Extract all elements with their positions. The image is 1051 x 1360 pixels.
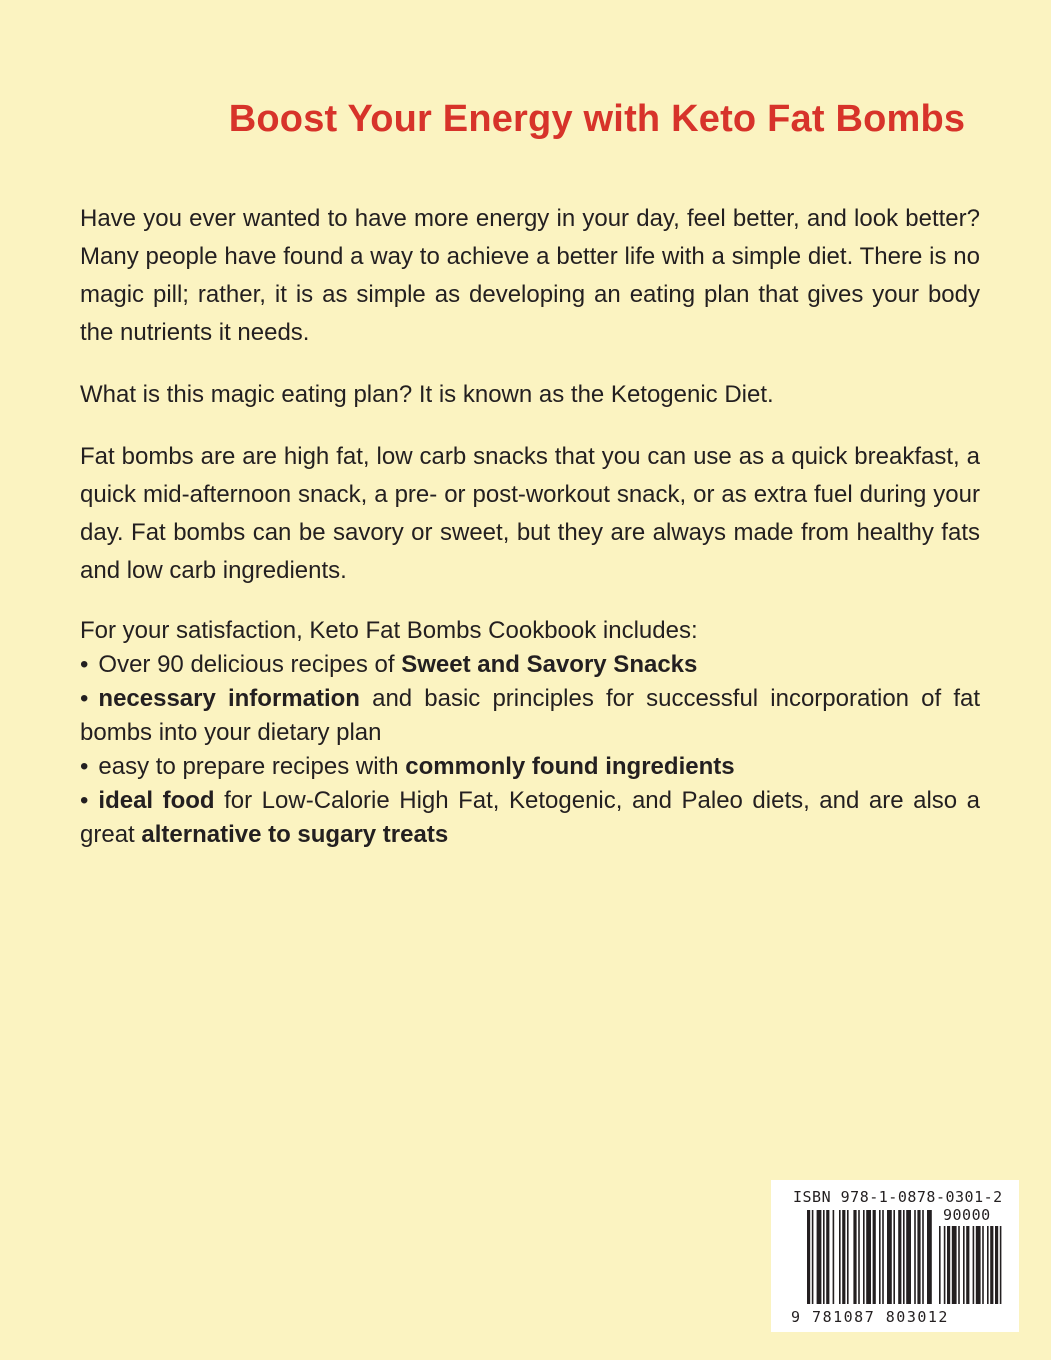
isbn-barcode xyxy=(771,1180,1019,1332)
list-item xyxy=(80,682,980,750)
barcode-bar xyxy=(866,1210,871,1304)
barcode-addon-bar xyxy=(987,1226,989,1304)
list-item xyxy=(80,784,980,852)
barcode-bar xyxy=(842,1210,845,1304)
barcode-bar xyxy=(879,1210,881,1304)
barcode-addon-bar xyxy=(963,1226,965,1304)
barcode-bar xyxy=(858,1210,860,1304)
price-code: 90000 xyxy=(943,1206,991,1224)
barcode-addon-bar xyxy=(1000,1226,1002,1304)
barcode-bar xyxy=(922,1210,924,1304)
barcode-addon-bar xyxy=(990,1226,993,1304)
feature-list xyxy=(80,648,980,852)
barcode-bar xyxy=(853,1210,856,1304)
barcode-bar xyxy=(873,1210,876,1304)
barcode-bar xyxy=(839,1210,841,1304)
barcode-addon-bar xyxy=(939,1226,941,1304)
barcode-bar xyxy=(847,1210,849,1304)
barcode-addon-bar xyxy=(973,1226,975,1304)
fat-bombs-paragraph: Fat bombs are are high fat, low carb snacks that you can use as a quick breakfast, a quick mid-afternoon snack, a pre- or post-workout snack, or as extra fuel during your day. Fat bombs can be savory or sweet, but they are always made from healthy fats and low carb ingredients. xyxy=(80,443,980,584)
barcode-bar xyxy=(893,1210,895,1304)
barcode-bar xyxy=(817,1210,822,1304)
barcode-bar xyxy=(807,1210,810,1304)
barcode-addon-bar xyxy=(976,1226,981,1304)
list-item xyxy=(80,648,980,682)
barcode-bar xyxy=(823,1210,825,1304)
bullet-bold-text: alternative to sugary treats xyxy=(141,821,449,848)
description-body xyxy=(80,200,980,852)
barcode-bar xyxy=(914,1210,916,1304)
barcode-bar xyxy=(927,1210,932,1304)
barcode-addon-bar xyxy=(944,1226,946,1304)
bullet-icon: • xyxy=(80,753,89,780)
bullet-icon: • xyxy=(80,685,89,712)
barcode-addon-bar xyxy=(995,1226,998,1304)
barcode-bar xyxy=(887,1210,892,1304)
bullet-text: and basic principles for successful incorporation of fat bombs into your dietary plan xyxy=(80,685,980,746)
barcode-addon-bar xyxy=(982,1226,984,1304)
barcode-bar xyxy=(898,1210,901,1304)
bullet-text: for Low-Calorie High Fat, Ketogenic, and Paleo diets, and are also a great xyxy=(80,787,980,848)
bullet-bold-text: commonly found ingredients xyxy=(405,753,735,780)
barcode-bar xyxy=(903,1210,905,1304)
question-paragraph: What is this magic eating plan? It is known as the Ketogenic Diet. xyxy=(80,381,774,408)
barcode-number: 9 781087 803012 xyxy=(791,1308,949,1326)
barcode-bar xyxy=(917,1210,920,1304)
bullet-bold-text: Sweet and Savory Snacks xyxy=(401,651,698,678)
barcode-bar xyxy=(882,1210,884,1304)
list-intro: For your satisfaction, Keto Fat Bombs Cookbook includes: xyxy=(80,617,698,644)
bullet-text: easy to prepare recipes with xyxy=(98,753,406,780)
list-item xyxy=(80,750,980,784)
barcode-addon-bar xyxy=(966,1226,969,1304)
barcode-bar xyxy=(812,1210,814,1304)
bullet-icon: • xyxy=(80,651,89,678)
barcode-bar xyxy=(833,1210,835,1304)
barcode-bar xyxy=(906,1210,911,1304)
barcode-addon-bar xyxy=(958,1226,960,1304)
cover-title: Boost Your Energy with Keto Fat Bombs xyxy=(228,98,966,140)
bullet-icon: • xyxy=(80,787,89,814)
isbn-label: ISBN 978-1-0878-0301-2 xyxy=(793,1188,1003,1206)
barcode-bar xyxy=(826,1210,829,1304)
intro-paragraph: Have you ever wanted to have more energy in your day, feel better, and look better? Many people have found a way to achieve a better life with a simple diet. There is no magic pill; rather, it is as simple as developing an eating plan that gives your body the nutrients it needs. xyxy=(80,205,980,346)
barcode-addon-bar xyxy=(952,1226,957,1304)
bullet-bold-text: ideal food xyxy=(98,787,215,814)
bullet-bold-text: necessary information xyxy=(98,685,360,712)
bullet-text: Over 90 delicious recipes of xyxy=(98,651,402,678)
barcode-addon-bar xyxy=(947,1226,950,1304)
barcode-bar xyxy=(863,1210,865,1304)
